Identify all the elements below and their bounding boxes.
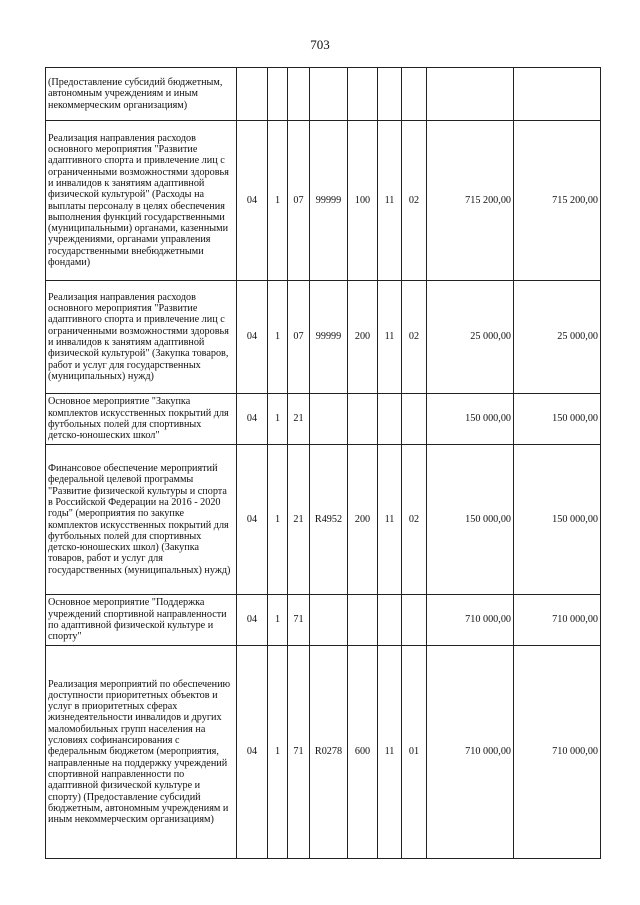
- cell-target-code: [310, 68, 348, 121]
- cell-expense-type: 100: [348, 121, 378, 281]
- cell-target-code: [310, 595, 348, 646]
- cell-amount-2: 25 000,00: [514, 281, 601, 394]
- cell-expense-type: [348, 595, 378, 646]
- cell-section: [237, 68, 268, 121]
- cell-section-code: 11: [378, 121, 402, 281]
- cell-amount-1: 715 200,00: [427, 121, 514, 281]
- cell-target-code: 99999: [310, 281, 348, 394]
- cell-program: 07: [288, 281, 310, 394]
- cell-program: [288, 68, 310, 121]
- cell-section: 04: [237, 121, 268, 281]
- cell-target-code: [310, 394, 348, 445]
- cell-expense-type: [348, 394, 378, 445]
- cell-program: 71: [288, 646, 310, 859]
- cell-amount-1: 150 000,00: [427, 445, 514, 595]
- cell-amount-2: 150 000,00: [514, 445, 601, 595]
- cell-section: 04: [237, 281, 268, 394]
- cell-subsection-code: 01: [402, 646, 427, 859]
- row-description: Основное мероприятие "Поддержка учреждений спортивной направленности по адаптивной физической культуре и спорту": [46, 595, 237, 646]
- cell-target-code: R4952: [310, 445, 348, 595]
- cell-expense-type: 600: [348, 646, 378, 859]
- cell-subsection-code: 02: [402, 121, 427, 281]
- cell-expense-type: 200: [348, 281, 378, 394]
- cell-subsection-code: [402, 68, 427, 121]
- cell-amount-1: [427, 68, 514, 121]
- cell-amount-1: 710 000,00: [427, 646, 514, 859]
- cell-subsection: 1: [268, 646, 288, 859]
- cell-program: 21: [288, 445, 310, 595]
- cell-target-code: R0278: [310, 646, 348, 859]
- cell-amount-2: 715 200,00: [514, 121, 601, 281]
- row-description: Основное мероприятие "Закупка комплектов искусственных покрытий для футбольных полей для спортивных детско-юношеских школ": [46, 394, 237, 445]
- cell-section-code: 11: [378, 646, 402, 859]
- cell-amount-1: 150 000,00: [427, 394, 514, 445]
- table-row: [46, 595, 601, 646]
- cell-subsection: 1: [268, 394, 288, 445]
- cell-expense-type: [348, 68, 378, 121]
- table-row: [46, 121, 601, 281]
- cell-amount-2: 150 000,00: [514, 394, 601, 445]
- cell-program: 21: [288, 394, 310, 445]
- cell-subsection-code: [402, 595, 427, 646]
- cell-subsection: 1: [268, 445, 288, 595]
- cell-subsection-code: 02: [402, 281, 427, 394]
- cell-subsection: [268, 68, 288, 121]
- row-description: Реализация направления расходов основного мероприятия "Развитие адаптивного спорта и привлечение лиц с ограниченными возможностями здоровья и инвалидов к занятиям адаптивной физической культурой" (Расходы на выплаты персоналу в целях обеспечения выполнения функций государственными (муниципальными) органами, казенными учреждениями, органами управления государственными внебюджетными фондами): [46, 121, 237, 281]
- cell-amount-2: [514, 68, 601, 121]
- cell-amount-1: 25 000,00: [427, 281, 514, 394]
- table-row: [46, 646, 601, 859]
- row-description: (Предоставление субсидий бюджетным, автономным учреждениям и иным некоммерческим организациям): [46, 68, 237, 121]
- cell-target-code: 99999: [310, 121, 348, 281]
- table-row: [46, 68, 601, 121]
- cell-section: 04: [237, 445, 268, 595]
- cell-section-code: 11: [378, 445, 402, 595]
- cell-program: 07: [288, 121, 310, 281]
- row-description: Финансовое обеспечение мероприятий федеральной целевой программы "Развитие физической культуры и спорта в Российской Федерации на 2016 - 2020 годы" (мероприятия по закупке комплектов искусственных покрытий для футбольных полей для спортивных детско-юношеских школ) (Закупка товаров, работ и услуг для государственных (муниципальных) нужд): [46, 445, 237, 595]
- cell-program: 71: [288, 595, 310, 646]
- budget-table: [45, 67, 601, 859]
- cell-section-code: 11: [378, 281, 402, 394]
- cell-section: 04: [237, 595, 268, 646]
- table-row: [46, 394, 601, 445]
- cell-section-code: [378, 595, 402, 646]
- table-row: [46, 281, 601, 394]
- cell-subsection: 1: [268, 281, 288, 394]
- cell-subsection-code: 02: [402, 445, 427, 595]
- cell-subsection-code: [402, 394, 427, 445]
- page-number: 703: [310, 37, 330, 52]
- cell-section: 04: [237, 646, 268, 859]
- cell-section: 04: [237, 394, 268, 445]
- cell-section-code: [378, 394, 402, 445]
- cell-subsection: 1: [268, 121, 288, 281]
- cell-expense-type: 200: [348, 445, 378, 595]
- table-row: [46, 445, 601, 595]
- cell-subsection: 1: [268, 595, 288, 646]
- cell-section-code: [378, 68, 402, 121]
- cell-amount-1: 710 000,00: [427, 595, 514, 646]
- cell-amount-2: 710 000,00: [514, 595, 601, 646]
- cell-amount-2: 710 000,00: [514, 646, 601, 859]
- row-description: Реализация направления расходов основного мероприятия "Развитие адаптивного спорта и привлечение лиц с ограниченными возможностями здоровья и инвалидов к занятиям адаптивной физической культурой" (Закупка товаров, работ и услуг для государственных (муниципальных) нужд): [46, 281, 237, 394]
- row-description: Реализация мероприятий по обеспечению доступности приоритетных объектов и услуг в приоритетных сферах жизнедеятельности инвалидов и других маломобильных групп населения на условиях софинансирования с федеральным бюджетом (мероприятия, направленные на поддержку учреждений спортивной направленности по адаптивной физической культуре и спорту) (Предоставление субсидий бюджетным, автономным учреждениям и иным некоммерческим организациям): [46, 646, 237, 859]
